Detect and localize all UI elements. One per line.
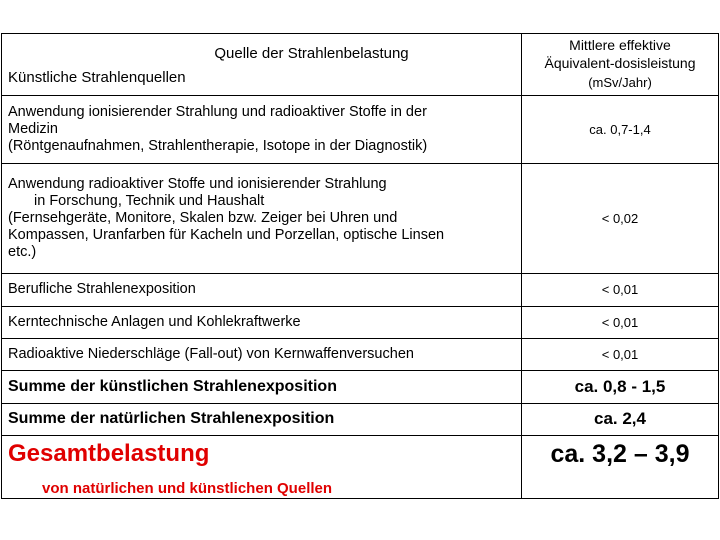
- header-source-title: Quelle der Strahlenbelastung: [214, 44, 409, 62]
- sum-row-artificial: [2, 371, 719, 404]
- sum-value: ca. 0,8 - 1,5: [522, 371, 719, 404]
- sum-value: ca. 2,4: [522, 404, 719, 436]
- value-cell: < 0,01: [522, 274, 719, 307]
- value-cell: < 0,01: [522, 307, 719, 339]
- total-cell: [2, 436, 522, 499]
- table-row: [2, 274, 719, 307]
- total-title: Gesamtbelastung: [8, 440, 210, 467]
- header-row: [2, 34, 719, 96]
- radiation-exposure-table: [1, 33, 719, 499]
- table-row: [2, 96, 719, 164]
- table-row: [2, 307, 719, 339]
- value-cell: ca. 0,7-1,4: [522, 96, 719, 164]
- source-cell: Radioaktive Niederschläge (Fall-out) von Kernwaffenversuchen: [2, 339, 522, 371]
- source-cell: [2, 164, 522, 274]
- header-value-title-line2: Äquivalent-dosisleistung: [544, 54, 696, 71]
- source-cell: Berufliche Strahlenexposition: [2, 274, 522, 307]
- header-source-subtitle: Künstliche Strahlenquellen: [8, 68, 186, 86]
- source-text-line: in Forschung, Technik und Haushalt: [34, 192, 265, 209]
- header-value-title-line1: Mittlere effektive: [569, 37, 671, 54]
- source-text-line: (Fernsehgeräte, Monitore, Skalen bzw. Zeiger bei Uhren und: [8, 209, 398, 226]
- header-value-cell: [522, 34, 719, 96]
- source-text-line: Medizin: [8, 120, 58, 137]
- total-subtitle: von natürlichen und künstlichen Quellen: [42, 480, 333, 498]
- source-text-line: etc.): [8, 244, 37, 261]
- total-value: ca. 3,2 – 3,9: [522, 436, 719, 499]
- total-row: [2, 436, 719, 499]
- sum-row-natural: [2, 404, 719, 436]
- source-text-line: Anwendung ionisierender Strahlung und radioaktiver Stoffe in der: [8, 103, 427, 120]
- value-cell: < 0,01: [522, 339, 719, 371]
- source-cell: [2, 96, 522, 164]
- value-cell: < 0,02: [522, 164, 719, 274]
- sum-label: Summe der natürlichen Strahlenexposition: [2, 404, 522, 436]
- source-text-line: (Röntgenaufnahmen, Strahlentherapie, Isotope in der Diagnostik): [8, 138, 428, 155]
- table-row: [2, 339, 719, 371]
- header-source-cell: [2, 34, 522, 96]
- source-text-line: Anwendung radioaktiver Stoffe und ionisierender Strahlung: [8, 175, 387, 192]
- source-cell: Kerntechnische Anlagen und Kohlekraftwerke: [2, 307, 522, 339]
- sum-label: Summe der künstlichen Strahlenexposition: [2, 371, 522, 404]
- header-value-unit: (mSv/Jahr): [588, 75, 652, 91]
- table-row: [2, 164, 719, 274]
- source-text-line: Kompassen, Uranfarben für Kacheln und Porzellan, optische Linsen: [8, 227, 445, 244]
